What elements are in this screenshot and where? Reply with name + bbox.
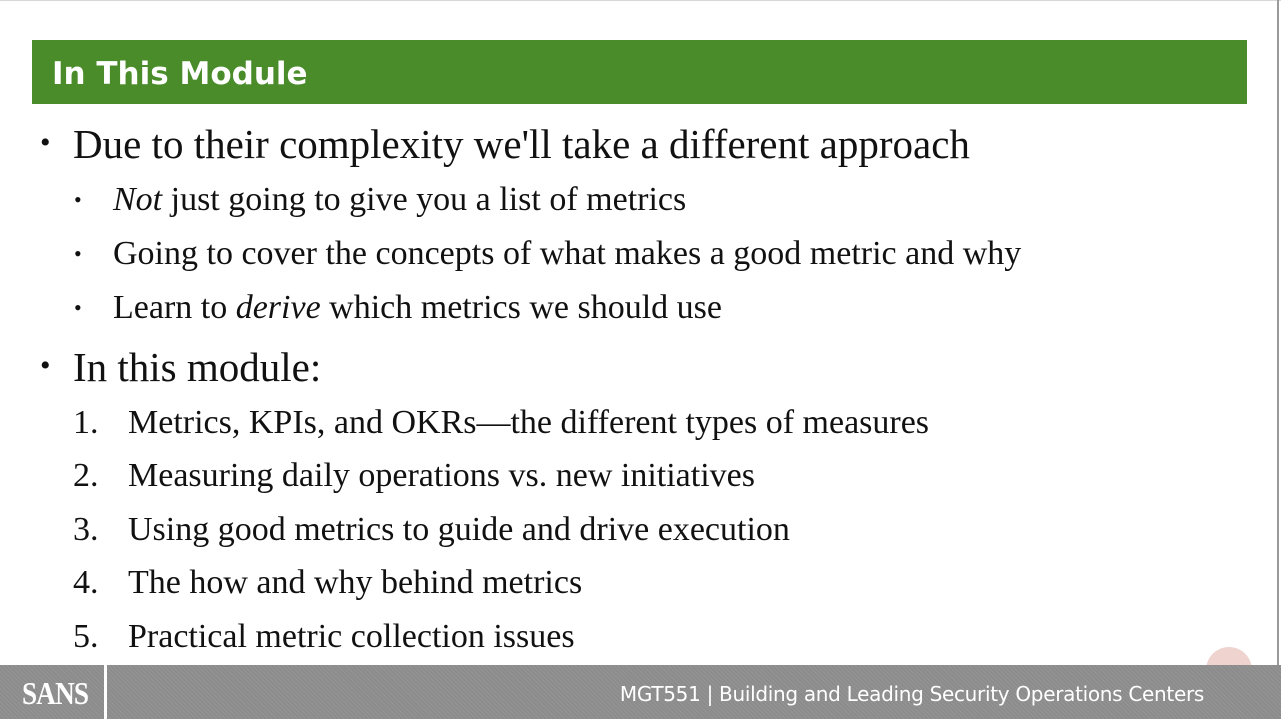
list-item-number: 1. [73,404,99,441]
bullet-dot: • [40,126,51,159]
list-item-number: 3. [73,511,99,548]
bullet-dot: • [74,241,82,266]
emphasis-not: Not [113,181,163,218]
sub-bullet-3-pre: Learn to [113,289,236,326]
slide-title: In This Module [52,56,308,92]
sub-bullet-3-post: which metrics we should use [320,289,722,326]
footer-bar [0,665,1281,719]
course-title: MGT551 | Building and Leading Security Operations Centers [619,682,1204,706]
list-item-text: Metrics, KPIs, and OKRs—the different types of measures [128,404,930,441]
sub-bullet-2-text: Going to cover the concepts of what makes a good metric and why [113,235,1022,272]
sub-bullet-1-text [113,181,686,219]
sans-logo: SANS [22,675,89,711]
list-item-text: Using good metrics to guide and drive execution [128,511,790,548]
list-item-text: Practical metric collection issues [128,618,575,655]
list-item-number: 2. [73,457,99,494]
logo-divider [104,665,107,719]
list-item-text: Measuring daily operations vs. new initiatives [128,457,755,494]
sub-bullet-3-text [113,289,722,327]
bullet-dot: • [74,187,82,212]
sub-bullet-1-rest: just going to give you a list of metrics [162,181,687,218]
list-item-number: 5. [73,618,99,655]
bullet-main-1-text: Due to their complexity we'll take a different approach [73,121,970,167]
list-item-number: 4. [73,564,99,601]
bullet-main-2-text: In this module: [73,344,322,390]
list-item-text: The how and why behind metrics [128,564,583,601]
emphasis-derive: derive [235,289,321,326]
bullet-dot: • [40,349,51,382]
bullet-dot: • [74,295,82,320]
